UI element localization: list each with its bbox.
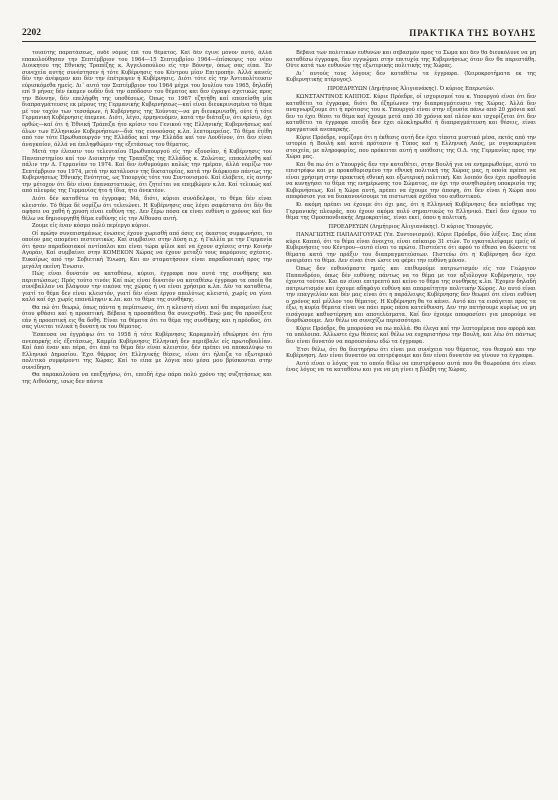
paragraph: Και θα πω ότι ο Υπουργός δεν την καταθέτει, στην Βουλή για να ενημερωθούμε, αυτό το επιστρέφω και με προκαθορισμένο την εθνική πολιτική της Χώρας μας, η οποία πρέπει να είναι χρήσιμη στην πρακτική εθνική και εξωτερική πολιτική. Και λοιπόν δεν έχει προθεσμία να κυνηγήσει το θέμα της ενημέρωσης του Σώματος, αν όχι την συνηθισμένη υποκρισία της Κυβερνήσεως. Καί η Χώρα αυτή, πρέπει να έχουμε την άποψη, ότι δεν είναι ή Χώρα που αποφάσισε για να διακανονίσουμε τα πιστωτικά σχέδια του αυθεντικού. (286, 161, 536, 201)
right-column (286, 50, 536, 795)
paragraph: Αυτό είναι ο λόγος για το οποίο θέλω να επιστρέψουν αυτά που θα θεωρούσα ότι είναι ένας λόγος να τα καταθέσω και για να μη γίνει η βλάβη της Χώρας. (286, 360, 536, 374)
paragraph: Θα πώ ότι θεωρώ, όπως πάντα η περίπτωσις, ότι η κλειστή είναι καί θα παραμείνει έως ότου φθάσει καί η προοπτική. Βέβαια η προσπάθεια θα συνεχισθή. Ενώ μας θα προσέξετε εάν ή προοπτική εις θα δοθή. Είναι τα θέματα ότι το θέμα της συνθήκης και η πρόοδος, ότι σας γίνεται τελικά ή δυνατή εκ του θέματος. (22, 304, 272, 331)
paragraph: Έτσι θέλω, ότι θα διατηρήσω ότι είναι μια συνέχεια του θέματος, του θεσμού και την Κυβέρνηση. Δεν είναι δυνατόν να επιτρέψουμε και δεν είναι δυνατόν να γίνουν τα έγγραφα. (286, 346, 536, 360)
paragraph: Μετά την έλευσιν του τελευταίου Πρωθυπουργού είς την εξουσίαν, ή Κυβέρνησις του Πανεπιστημίου καί τον Διοικητήν της Τραπέζης της Ελλάδος κ. Ζολώτας, επεκαλέσθη καί πάλιν την Δ. Γερμανίαν το 1974. Καί δεν ένθυμούμαι καλώς την ημέραν, άλλά νομίζω τον Σεπτέμβριον του 1974, μετά την κατάλυσιν της δικτατορίας, κατά την διάρκειαν πάντως της Κυβερνήσεως Έθνικής Ενότητος, ως Υπουργός τότε του Συντονισμού. Καί έλάβετε, είς αυτήν την μέτοχον ότι δέν είναι έπαναστατικώς, ότι ζητείται να επεμβώμεν κ.λπ. Καί τελικώς καί από πλευράς της Γερμανίας ήτο ή ίδια, ήτο άνεκτέον. (22, 149, 272, 195)
paragraph: Όπως δεν ευθυνόμαστε ημείς και επιθυμούμε πατριωτισμόν είς τον Γεώργιον Παπανδρέου, όπως δέν ευθύνης πάντως να το θέμα με τον αξιόλογον Κυβέρνησιν, τον έχοντα τούτον. Και αν είναι επιτρεπτό καί κείνο το θέμα της συνθήκης κ.λπ. Έχομεν δηλαδή πατριωτισμόν και έχουμε αδηφάγο ευθύνη και απαραίτητην πολιτικήν Χώρας. Αν αυτό είναι την επαγγελίαν και δέν μας είναι ότι η παράλειψις Κυβέρνησης δεν θεωρεί ότι είναι ευθύνη ο χρόνος καί μέλλον του θέματος. Η Κυβέρνηση θα το κάνει. Αυτό και τα εισάγεται προς τα έξω, η κυρία θέματα είναι να πάει προς πάσα κατεύθυνση. Δεν την πατήσουμε κυρίως να μη εισάγουμε καθυστέρηση και αποτελέσματα. Καί δεν έχουμε αποφασίσει για μπορούμε να διορθώσουμε. Δεν θέλω να συνεχίζω περισσότερο. (286, 265, 536, 325)
paragraph: Κι ακόμη πρέπει να έχουμε ότι όχι μας, ότι η Ελληνική Κυβέρνησις δεν πείσθηκε της Γερμανικής πλευράς, που έχουν ακόμα πολύ σημαντικώς το Ελληνικό. Εκεί δεν έχουν το θέμα της Ομοσπονδιακής Δημοκρατίας, είναι εκεί, όπου η πολιτική. (286, 202, 536, 222)
paragraph: Κύριε Πρόεδρε, θα μπορούσα να πω πολλά. Θα έλεγα καί την λεπτομέρεια που αφορά και τα υπόλοιπα. Άλλωστε έχω θέσεις καί θέλω να ευχαριστήσω την Βουλή, και λέω ότι πάντως δεν είναι δυνατόν να παρουσιάσω εδώ τα έγγραφα. (286, 325, 536, 345)
paragraph: Ζουμε είς έναν κόσμο πολύ περίεργο κύριοι. (32, 223, 151, 230)
speaker-heading: ΠΡΟΕΔΡΕΥΩΝ (Δημήτριος Άλιγιανάκης). Ό κύριος Επερωτών. (327, 85, 495, 92)
paragraph: Θα παρακαλούσα να επεξηγήσω, ότι, επειδή έχω πάρα πολύ χρόνο της συζητήσεως και της Αιθούσης, ισως δεν πάντα (22, 372, 272, 385)
page-header (22, 24, 536, 42)
paragraph: Δι᾽ αυτούς τους λόγους δεν καταθέτω τα έγγραφα. (Χειροκροτήματα εκ της Κυβερνητικής πτέρυγος). (286, 70, 536, 84)
paragraph: Οί πρώην συνεπισημάνως ένωσεις έχουν χωρισθή από όσες εις έκαστος συμφωνήσει, το οποίον μας απομένει πιστευτικώς. Καί συμβαίνει στην Δύση π.χ. ή Γαλλία με την Γερμανία ότι ήσαν παραδοσιακοί αντίπαλοι και είναι τώρα φίλοι καί να έχουν σχέσεις στην Κοινήν Αγοράν, Καί συμβαίνει στην ΚΟΜΕΚΟΝ Χώρας να έχουν μεταξύ τους παρόμοιες σχέσεις. Ευκαίρως από την Σοβιετική Ένωση, Και αν σταματήσουν είναι παραδοσιακή προς την μεγάλη εκείνη Ένωσιν. (22, 230, 272, 270)
paragraph: ΚΩΝΣΤΑΝΤΙΝΟΣ ΚΑΠΠΟΣ. Κύριε Πρόεδρε, οί ισχυρισμοί του κ. Υπουργού είναι ότι δεν καταθέτει τα έγγραφα, διότι θα έζημίωνεν την διαπραγμάτευσιν της Χώρας. Άλλά δεν αναγνωρίζουμε ότι ή πρότασις του κ. Υπουργού είναι στην εξουσία πάνω από 20 χρόνια καί δεν το έχει θέσει το θέμα καί έχουμε μετά από 30 χρόνια καί πλέον και ισχυρίζεται ότι δεν καταθέτει τα έγγραφα επειδή δεν έχει ολοκληρωθεί ή διαπραγμάτευση και θέσεις, είναι πραγματικά ανεπαρκής. (286, 94, 536, 134)
paragraph: Πώς είναι δυνατόν να καταθέσω, κύριοι, έγγραφα που αυτά της συνθήκης και περιπτώσεως; Πρός τούτο τινόν; Καί πώς είναι δυνατόν να καταθέσω έγγραφα τα οποία θα συνέβαλλαν να βλάψουν την εικόνα της χώρας ή να είναι χρήσιμα κ.λπ. Δέν τα καταθέτω, γιατί το θέμα δεν είναι κλειστόν, γιατί δέν είναι έργον απολύτως κλειστό, χωρίς να γίνει καλό καί όχι χωρίς επανάληψιν κ.λπ. και το θέμα της συνθήκης. (22, 271, 272, 304)
paragraph: Βέβαια των πολιτικών ευθυνών και σεβασμόν προς το Σώμα και δεν θα διευκόλυνε να μη καταθέσω έγγραφα, δεν εγγυώμαι στην επιτυχία της Κυβερνήσεως όταν δεν θα παρεστάθη. Ούτε κατά των ευθυνών της εξωτερικής πολιτικής της Χώρας. (286, 50, 536, 70)
paragraph: Έσπευσα να έγγράψω ότι το 1958 ή τότε Κυβέρνησις Καραμανλή εθεώρησε ότι ήτο ανεπαρκής είς έξετάσεως, Καμμία Κυβέρνησις Ελληνική δεν περιέβαλε είς πρωτοβουλίαν. Καί άπό έναν και πέρα, ότι άπό το θέμα δέν είναι κλειστόν, δέν πρέπει να αποκαλύψω το Ελληνικό Δημοσίου. Έχει θάρρος ότι Ελληνικής θέσεις, είναι ότι ήλπιζα το εξωτερικό πολιτικό συμφέροντι της Χώρας. Καί το είπα με λόγια που μέσα μου βρίσκονται στην συνείδηση. (22, 331, 272, 371)
running-title: ΠΡΑΚΤΙΚΑ ΤΗΣ ΒΟΥΛΗΣ (409, 28, 536, 38)
page-number: 2202 (22, 28, 41, 38)
left-column (22, 50, 272, 795)
speaker-heading: ΠΡΟΕΔΡΕΥΩΝ (Δημήτριος Άλιγιανάκης). Ό κύριος Υπουργός. (328, 223, 494, 230)
paragraph: ΠΑΝΑΓΙΩΤΗΣ ΠΑΠΑΛΙΓΟΥΡΑΣ (Υπ. Συντονισμού). Κύριε Πρόεδρε, δύο λέξεις. Σας είπα κύριε Καππό, ότι το θέμα είναι άνοιχτο, είναι επίκαιρο 31 ετών. Το εγκαταλείψαμε εμείς οί Κυβερνήσεις του Κέντρου—αυτό είναι το πρώτο. Πιστεύετε ότι αφού το έθεσα να δώσετε τα θέματα κατά την πράξιν του διαπραγματεύσεων. Πιστεύω ότι η Κυβέρνηση δεν έχει αναιρέσει το θέμα. Δεν είναι έτσι ώστε να φέρει την ευθύνη μόνον. (286, 232, 536, 265)
paragraph: Κύριε Πρόεδρε, νομίζομε ότι η έκθεσις αυτή δεν έχει τίποτα μυστικό μέσα, εκτός από την ιστορία ή Βουλή καί κατά πρότασιν ή Τύπος καί η Ελληνική Λαός, με συγκεκριμένα στοιχεία, με πληροφορίες, που πρόκειται αυτή η υπόθεσις της Ο.Δ. της Γερμανίας προς την Χώρα μας. (286, 134, 536, 161)
paragraph: τοιαύτης παρατάσεως, ουδέ νόμος έπί του θέματος. Καί δέν έγινε μόνον αυτό, άλλά επακολούθησαν την Σεπτέμβριον του 1964—15 Σεπτεμβρίου 1964—έπίσκεψις του νέου Διοικητου της Εθνικής Τραπέζης κ. Άγγελοπούλου είς την Βόννην, όπως σας είπα. Έν συνεχεία αυτής συνέστησεν ή τότε Κυβέρνησις του Κέντρου μίαν Επιτροπήν. Άλλά κανείς δέν την άνέφερεν και δέν την έπέτρεψεν ή Κυβέρνησις. Διότι τότε είς την Άντιπολίτευσιν εύρισκόμεθα ημείς. Δι᾽ αυτό τον Σεπτέμβριον του 1964 μέχρι του Ιουλίου του 1965, δηλαδή επί 9 μήνας δέν έκαμεν ουδέν διά την απόδοσιν του θέματος και δεν έγραψε σχετικώς προς την Βόννην, δέν επελήφθη της υποθέσεως. Όπως το 1967 εζητήθη καί επεσείσθη μία διαπραγμάτευσις εκ μέρους της Γερμανικής Κυβερνήσεως—καί είναι διευκρινισμένα τό θέμα μέ τον ταχύν των τεσσάρων, ή Κυβέρνησις της Χούντας—να μη διευκρινισθή, ούτε ή τότε Γερμανική Κυβέρνησις έπεμενε. Διότι, λέγει, έρμηνευόμεν, κατά την διάταξιν, ότι κρίσιν, όχι ορθώς—καί ότι ή Έθνική Τράπεζα ήτο κρίσιν του Γενικού της Ελληνικής Κυβερνήσεως καί όλων των Ελληνικών Κυβερνήσεων—διά τας ευνοούσας κ.λπ. λεπτομερείας. Τό θέμα έτέθη από τον τότε Πρωθυπουργόν της Ελλάδος καί την Ελλάδα καί τον Λονδίνον, ότι δεν είναι άναγκαίον, άλλά να έπιληφθώμεν της εξετάσεως του θέματος. (22, 50, 272, 148)
text-columns (22, 50, 536, 795)
paragraph: Διότι δέν καταθέτω τα έγγραφα; Μά, διότι, κύριοι συνάδελφοι, το θέμα δέν είναι κλειστόν. Τό θέμα δέ νομίζω ότι τελειώνει. Η Κυβέρνησις σας λέγει σαφέστατα ότι δέν θα αφήσει να χαθή ή χρυσή είναι ευθύνη της. Δεν ξέρω πόσα εκ είναι ευθύνη ο χρόνος καί δεν θέλω να δημιουργηθή θέμα ευθύνης είς την Αίθουσα αυτή. (22, 196, 272, 222)
